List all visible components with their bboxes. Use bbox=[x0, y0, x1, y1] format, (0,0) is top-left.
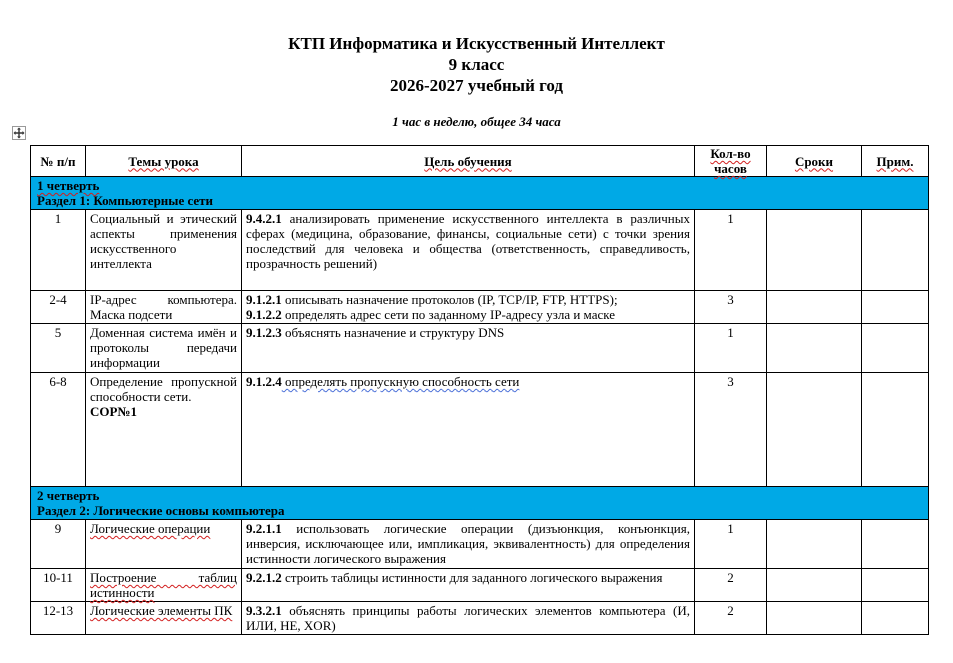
row-number: 1 bbox=[31, 210, 86, 291]
table-header-row bbox=[31, 146, 929, 177]
header-dates: Сроки bbox=[767, 146, 862, 177]
row-hours: 3 bbox=[695, 373, 767, 487]
row-goal: 9.3.2.1 объяснять принципы работы логических элементов компьютера (И, ИЛИ, НЕ, XOR) bbox=[242, 602, 695, 635]
move-arrows-icon[interactable] bbox=[12, 126, 26, 140]
section-label: Раздел 2: Логические основы компьютера bbox=[37, 503, 285, 518]
row-notes[interactable] bbox=[862, 324, 929, 373]
row-topic: Социальный и этический аспекты применения искусственного интеллекта bbox=[86, 210, 242, 291]
row-dates[interactable] bbox=[767, 569, 862, 602]
table-row bbox=[31, 520, 929, 569]
row-dates[interactable] bbox=[767, 602, 862, 635]
row-notes[interactable] bbox=[862, 520, 929, 569]
row-dates[interactable] bbox=[767, 373, 862, 487]
row-number: 2-4 bbox=[31, 291, 86, 324]
row-number: 6-8 bbox=[31, 373, 86, 487]
row-hours: 1 bbox=[695, 324, 767, 373]
row-topic: Логические элементы ПК bbox=[86, 602, 242, 635]
table-row bbox=[31, 569, 929, 602]
table-row bbox=[31, 373, 929, 487]
row-dates[interactable] bbox=[767, 324, 862, 373]
section-row bbox=[31, 487, 929, 520]
row-goal: 9.1.2.3 объяснять назначение и структуру DNS bbox=[242, 324, 695, 373]
table-row bbox=[31, 602, 929, 635]
row-dates[interactable] bbox=[767, 210, 862, 291]
row-dates[interactable] bbox=[767, 520, 862, 569]
row-goal: 9.2.1.1 использовать логические операции (дизъюнкция, конъюнкция, инверсия, исключающее или, импликация, эквивалентность) для определения истинности логического выражения bbox=[242, 520, 695, 569]
row-goal: 9.1.2.4 определять пропускную способность сети bbox=[242, 373, 695, 487]
document-subtitle: 1 час в неделю, общее 34 часа bbox=[392, 114, 561, 129]
header-notes: Прим. bbox=[862, 146, 929, 177]
row-dates[interactable] bbox=[767, 291, 862, 324]
row-hours: 1 bbox=[695, 210, 767, 291]
section-label: Раздел 1: Компьютерные сети bbox=[37, 193, 214, 208]
row-hours: 3 bbox=[695, 291, 767, 324]
header-num: № п/п bbox=[31, 146, 86, 177]
header-hours: Кол-во часов bbox=[695, 146, 767, 177]
table-row bbox=[31, 291, 929, 324]
document-title bbox=[0, 33, 953, 96]
ktp-table bbox=[30, 145, 929, 635]
row-topic: IP-адрес компьютера. Маска подсети bbox=[86, 291, 242, 324]
section-row bbox=[31, 177, 929, 210]
row-topic: Доменная система имён и протоколы передачи информации bbox=[86, 324, 242, 373]
header-goal: Цель обучения bbox=[242, 146, 695, 177]
row-hours: 1 bbox=[695, 520, 767, 569]
title-line-3: 2026-2027 учебный год bbox=[389, 76, 564, 95]
row-notes[interactable] bbox=[862, 291, 929, 324]
row-notes[interactable] bbox=[862, 569, 929, 602]
row-number: 5 bbox=[31, 324, 86, 373]
row-hours: 2 bbox=[695, 602, 767, 635]
table-row bbox=[31, 324, 929, 373]
header-topic: Темы урока bbox=[86, 146, 242, 177]
table-row bbox=[31, 210, 929, 291]
row-hours: 2 bbox=[695, 569, 767, 602]
title-line-1: КТП Информатика и Искусственный Интеллект bbox=[288, 34, 665, 53]
quarter-label: 1 четверть bbox=[37, 178, 100, 193]
row-topic: Логические операции bbox=[86, 520, 242, 569]
title-line-2: 9 класс bbox=[448, 55, 505, 74]
row-goal: 9.1.2.1 описывать назначение протоколов (IP, TCP/IP, FTP, HTTPS); 9.1.2.2 определять адрес сети по заданному IP-адресу узла и маске bbox=[242, 291, 695, 324]
row-topic: Построение таблиц истинности bbox=[86, 569, 242, 602]
row-number: 9 bbox=[31, 520, 86, 569]
row-notes[interactable] bbox=[862, 602, 929, 635]
row-notes[interactable] bbox=[862, 210, 929, 291]
row-goal: 9.2.1.2 строить таблицы истинности для заданного логического выражения bbox=[242, 569, 695, 602]
quarter-label: 2 четверть bbox=[37, 488, 100, 503]
row-topic: Определение пропускной способности сети. СОР№1 bbox=[86, 373, 242, 487]
row-number: 12-13 bbox=[31, 602, 86, 635]
row-goal: 9.4.2.1 анализировать применение искусственного интеллекта в различных сферах (медицина, образование, финансы, социальные сети) с точки зрения последствий для человека и общества (ответственность, справедливость, прозрачность решений) bbox=[242, 210, 695, 291]
row-number: 10-11 bbox=[31, 569, 86, 602]
row-notes[interactable] bbox=[862, 373, 929, 487]
